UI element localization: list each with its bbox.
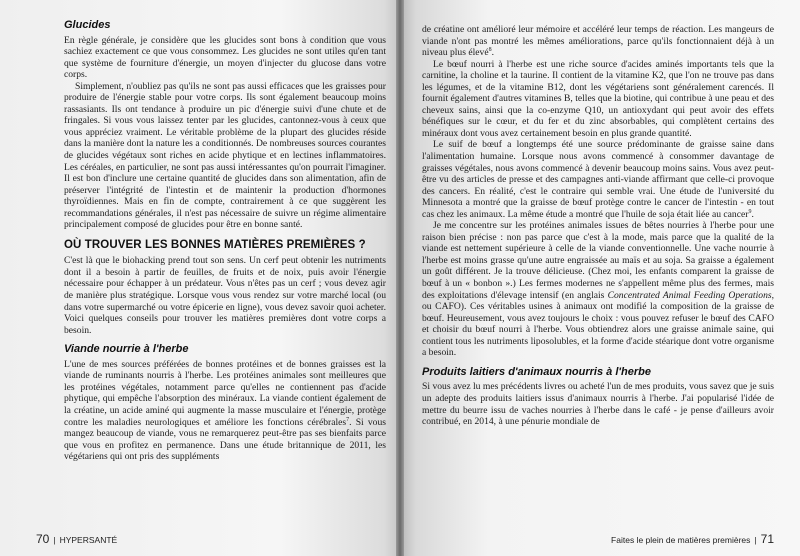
italic-text: Concentrated Animal Feeding Operations xyxy=(607,289,772,301)
footnote-ref: 7 xyxy=(346,416,350,423)
heading-glucides: Glucides xyxy=(64,19,111,31)
paragraph: C'est là que le biohacking prend tout son sens. Un cerf peut obtenir les nutriments dont il a besoin à partir de feuilles, de fruits et de noix, puis avoir l'énergie nécessaire pour échapper à un prédateur. Vous n'êtes pas un cerf ; vous devez agir de manière plus stratégique. Lorsque vous vous rendez sur votre marché local (ou dans votre supermarché ou votre épicerie en ligne), vous devez savoir quoi acheter. Voici quelques conseils pour trouver les matières premières dont votre corps a besoin. xyxy=(64,255,386,336)
paragraph xyxy=(422,24,774,59)
paragraph: Simplement, n'oubliez pas qu'ils ne sont pas aussi efficaces que les graisses pour produire de l'énergie stable pour votre corps. Ils sont également beaucoup moins rassasiants. Ils ont tendance à produire un pic d'énergie suivi d'une chute et de fringales. Si vous vous laissez tenter par les glucides, cantonnez-vous à ceux que vous appréciez vraiment. Le véritable problème de la plupart des glucides réside dans la manière dont la nature les a conditionnés. De nombreuses sources courantes de glucides végétaux sont riches en acide phytique et en lectines inflammatoires. Les céréales, en particulier, ne sont pas aussi intéressantes qu'on pourrait l'imaginer. Il est bon d'inclure une certaine quantité de glucides dans son alimentation, afin de préserver l'intégrité de l'intestin et de maintenir la production d'hormones thyroïdiennes. Mais en fin de compte, contrairement à ce que suggèrent les recommandations générales, il n'est pas nécessaire de suivre un régime alimentaire principalement composé de glucides pour être en bonne santé. xyxy=(64,80,386,231)
paragraph-text: . Si vous mangez beaucoup de viande, vous ne remarquerez peut-être pas ses bienfaits parce que vous en profitez en permanence. Dans une étude britannique de 2011, les végétariens qui ont pris des suppléments xyxy=(64,416,386,463)
paragraph-text: , ou CAFO). Ces véritables usines à animaux ont modifié la composition de la graisse de bœuf. Heureusement, vous avez toujours le choix : vous pouvez refuser le bœuf des CAFO et choisir du bœuf nourri à l'herbe. Vous obtiendrez alors une graisse animale saine, qui contient tous les nutriments liposolubles, et la forme d'acide stéarique dont votre organisme a besoin. xyxy=(422,289,774,359)
running-title: Faites le plein de matières premières xyxy=(611,535,751,545)
footer-separator: | xyxy=(53,535,56,545)
paragraph xyxy=(64,359,386,463)
left-page-content xyxy=(64,20,386,463)
heading-section: OÙ TROUVER LES BONNES MATIÈRES PREMIÈRES ? xyxy=(64,238,366,251)
page-footer-left xyxy=(36,532,117,546)
page-number: 71 xyxy=(760,532,774,546)
footnote-ref: 8 xyxy=(488,46,492,53)
paragraph-text: . xyxy=(491,47,495,59)
paragraph-text: . xyxy=(751,208,754,220)
paragraph xyxy=(422,220,774,359)
right-page xyxy=(400,0,800,556)
page-number: 70 xyxy=(36,532,50,546)
heading-produits-laitiers: Produits laitiers d'animaux nourris à l'herbe xyxy=(422,365,651,378)
paragraph xyxy=(422,139,774,220)
heading-viande: Viande nourrie à l'herbe xyxy=(64,343,189,356)
footnote-ref: 9 xyxy=(748,208,752,215)
running-title: HYPERSANTÉ xyxy=(59,535,118,545)
paragraph-text: L'une de mes sources préférées de bonnes protéines et de bonnes graisses est la viande de ruminants nourris à l'herbe. Les protéines animales sont meilleures que les protéines végétales, notamment parce qu'elles ne contiennent pas d'acide phytique, qui empêche l'absorption des minéraux. La viande contient également de la créatine, un acide aminé qui augmente la masse musculaire et l'énergie, protège contre les maladies neurologiques et améliore les fonctions cérébrales xyxy=(64,358,386,428)
paragraph-text: Le suif de bœuf a longtemps été une source prédominante de graisse saine dans l'alimentation humaine. Lorsque nous avons commencé à consommer davantage de graisses végétales, nous avons commencé à devenir beaucoup moins sains. Vous avez peut-être vu des articles de presse et des campagnes anti-viande affirmant que celle-ci provoque des cancers. En réalité, c'est le contraire qui semble vrai. Une étude de l'université du Minnesota a montré que la graisse de bœuf protège contre le cancer de l'intestin - en tout cas chez les animaux. La même étude a montré que l'huile de soja était liée au cancer xyxy=(422,139,774,220)
paragraph: Si vous avez lu mes précédents livres ou acheté l'un de mes produits, vous savez que je suis un adepte des produits laitiers issus d'animaux nourris à l'herbe. J'ai popularisé l'idée de mettre du beurre issu de vaches nourries à l'herbe dans le café - je pense d'ailleurs avoir contribué, en 2014, à une pénurie mondiale de xyxy=(422,381,774,428)
book-gutter xyxy=(396,0,404,556)
paragraph-text: Je me concentre sur les protéines animales issues de bêtes nourries à l'herbe pour une raison bien précise : non pas parce que c'est à la mode, mais parce que la qualité de la viande est nettement supérieure à celle de la viande conventionnelle. Une vache nourrie à l'herbe est moins grasse qu'une autre engraissée au maïs et au soja. Sa graisse a également un goût différent. Je la trouve délicieuse. (Chez moi, les enfants comparent la graisse de bœuf à un « bonbon ».) Les fermes modernes ne s'appellent même plus des fermes, mais des exploitations d'élevage intensif (en anglais xyxy=(422,220,774,301)
paragraph: En règle générale, je considère que les glucides sont bons à condition que vous sachiez exactement ce que vous consommez. Les glucides ne sont utiles qu'en tant que système de fourniture d'énergie, un moyen d'injecter du glucose dans votre corps. xyxy=(64,34,386,81)
paragraph: Le bœuf nourri à l'herbe est une riche source d'acides aminés importants tels que la carnitine, la choline et la taurine. Il contient de la vitamine K2, que l'on ne trouve pas dans les légumes, et de la vitamine B12, dont les végétariens sont généralement carencés. Il fournit également d'autres vitamines B, telles que la biotine, qui contribue à une peau et des cheveux sains, ainsi que la co-enzyme Q10, un antioxydant qui peut avoir des effets bénéfiques sur le cœur, et du fer et du zinc absorbables, qui complètent certains des minéraux dont vous avez certainement besoin en plus grande quantité. xyxy=(422,58,774,139)
page-footer-right xyxy=(611,532,774,546)
footer-separator: | xyxy=(754,535,757,545)
right-page-content xyxy=(422,24,774,428)
paragraph-text: de créatine ont amélioré leur mémoire et accéléré leur temps de réaction. Les mangeurs de viande n'ont pas montré les mêmes améliorations, parce qu'ils fonctionnaient déjà à un niveau plus élevé xyxy=(422,24,774,59)
